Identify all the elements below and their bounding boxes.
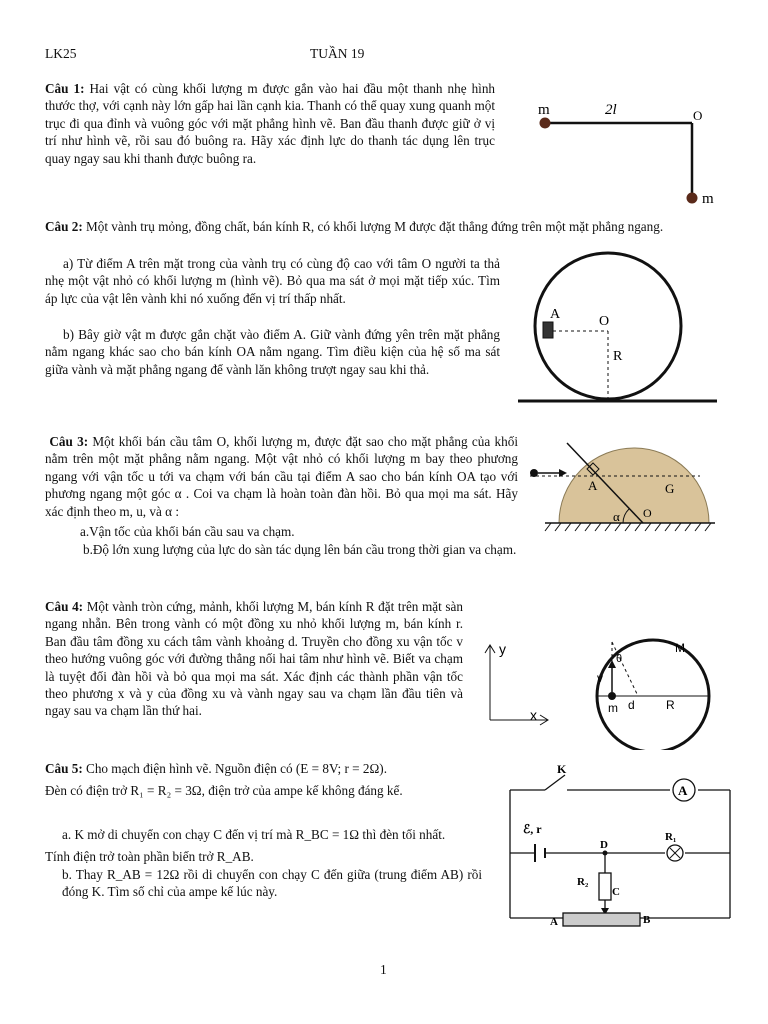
resistance-formula: R₁ = R₂ = 3Ω, bbox=[130, 783, 205, 798]
slant-dashed bbox=[612, 642, 638, 696]
radius-R-label: R bbox=[666, 698, 675, 712]
resistor-R2 bbox=[599, 873, 611, 900]
end-B-label: B bbox=[643, 914, 651, 926]
question-1-text: Hai vật có cùng khối lượng m được gắn vào hai đầu một thanh nhẹ hình thước thợ, với cạnh này lớn gấp hai lần cạnh kia. Thanh có thể quay xung quanh một trục đi qua đỉnh và vuông góc với mặt phẳng hình vẽ. Ban đầu thanh được giữ ở vị trí như hình vẽ, rồi sau đó buông ra. Hãy xác định lực do thanh tác dụng lên trục quay ngay sau khi thanh được buông ra. bbox=[45, 81, 496, 166]
part-a-condition: thì đèn tối nhất. bbox=[359, 827, 446, 842]
center-O-label: O bbox=[599, 314, 610, 329]
velocity-label: v bbox=[597, 671, 603, 685]
point-A-label: A bbox=[588, 478, 598, 493]
question-3-text: Một khối bán cầu tâm O, khối lượng m, được đặt sao cho mặt phẳng của khối nằm trên một mặt phẳng nằm ngang. Một vật nhỏ có khối lượng m bay theo phương ngang với vận tốc u tới va chạm với bán cầu tại điểm A sao cho bán kính OA tạo với phương ngang một góc α . Coi va chạm là hoàn toàn đàn hồi. Bỏ qua mọi ma sát. Hãy xác định theo m, u, và α : bbox=[45, 434, 519, 519]
switch-K bbox=[545, 775, 565, 790]
rheostat-AB bbox=[563, 913, 640, 926]
mass-bottom-label: m bbox=[702, 191, 714, 207]
part-a-intro: a. K mở di chuyển con chạy C đến vị trí mà bbox=[62, 827, 296, 842]
figure-carpenter-square bbox=[525, 95, 725, 210]
coin-mass-label: m bbox=[608, 701, 618, 715]
figure-hemisphere bbox=[525, 435, 725, 540]
center-O-label: O bbox=[643, 506, 652, 520]
question-1 bbox=[45, 80, 495, 167]
lamp-intro: Đèn có điện trở bbox=[45, 783, 131, 798]
node-D-label: D bbox=[600, 839, 608, 851]
question-4-label: Câu 4: bbox=[45, 599, 84, 614]
R2-label: R₂ bbox=[577, 876, 589, 888]
question-3-part-b: b.Độ lớn xung lượng của lực do sàn tác dụng lên bán cầu trong thời gian va chạm. bbox=[83, 542, 517, 557]
question-5-part-a-task: Tính điện trở toàn phần biến trở R_AB. bbox=[45, 849, 254, 864]
lamp-label: R₁ bbox=[665, 831, 677, 843]
rab-formula: R_AB = 12Ω bbox=[106, 867, 180, 882]
mass-left-label: m bbox=[538, 102, 550, 118]
question-3-part-a: a.Vận tốc của khối bán cầu sau va chạm. bbox=[80, 524, 295, 539]
ground-hatch bbox=[545, 523, 711, 531]
mass-bottom bbox=[687, 193, 698, 204]
center-G-label: G bbox=[665, 481, 675, 496]
question-5-line2 bbox=[45, 782, 495, 799]
question-5-part-a bbox=[62, 826, 502, 843]
part-b-task: rồi di chuyển con chạy C đến giữa (trung điểm AB) rồi đóng K. Tìm số chỉ của ampe kế lúc này. bbox=[62, 867, 483, 900]
doc-code: LK25 bbox=[45, 46, 77, 61]
switch-label: K bbox=[557, 762, 567, 776]
length-label: 2l bbox=[605, 102, 617, 118]
mass-left bbox=[540, 118, 551, 129]
pivot-label: O bbox=[693, 108, 703, 123]
question-5-line1 bbox=[45, 760, 495, 777]
alpha-label: α bbox=[613, 509, 620, 524]
question-5-part-b bbox=[62, 866, 482, 901]
x-axis-label: x bbox=[530, 707, 537, 723]
question-5-label: Câu 5: bbox=[45, 761, 83, 776]
question-2 bbox=[45, 218, 725, 235]
part-b-intro: b. Thay bbox=[62, 867, 107, 882]
question-2-part-a: a) Từ điểm A trên mặt trong của vành trụ có cùng độ cao với tâm O người ta thả nhẹ một vật nhỏ có khối lượng m (hình vẽ). Bỏ qua ma sát ở mọi mặt tiếp xúc. Tìm áp lực của vật lên vành khi nó xuống đến vị trí thấp nhất. bbox=[45, 256, 500, 306]
question-4 bbox=[45, 598, 463, 720]
ammeter-note: điện trở của ampe kế không đáng kể. bbox=[204, 783, 403, 798]
source-label: ℰ, r bbox=[523, 822, 542, 836]
question-5-intro: Cho mạch điện hình vẽ. Nguồn điện có bbox=[86, 761, 296, 776]
source-formula: (E = 8V; r = 2Ω). bbox=[295, 761, 387, 776]
question-2-label: Câu 2: bbox=[45, 219, 83, 234]
rbc-formula: R_BC = 1Ω bbox=[295, 827, 360, 842]
small-ball bbox=[530, 469, 538, 477]
figure-circuit bbox=[495, 755, 745, 950]
slider-C-label: C bbox=[612, 886, 620, 898]
ammeter-label: A bbox=[678, 783, 688, 798]
end-A-label: A bbox=[550, 916, 558, 928]
figure-ring-coin bbox=[478, 630, 753, 750]
block-at-A bbox=[543, 322, 553, 338]
ring-mass-label: M bbox=[675, 641, 685, 655]
question-2-part-b: b) Bây giờ vật m được gắn chặt vào điểm A. Giữ vành đứng yên trên mặt phẳng nằm ngang khác sao cho bán kính OA nằm ngang. Tìm điều kiện của hệ số ma sát giữa vành và mặt phẳng ngang để vành lăn không trượt ngay sau khi thả. bbox=[45, 327, 500, 377]
node-D bbox=[603, 851, 608, 856]
radius-R-label: R bbox=[613, 349, 623, 364]
y-axis-label: y bbox=[499, 641, 506, 657]
question-3-label: Câu 3: bbox=[49, 434, 89, 449]
question-2-text: Một vành trụ mỏng, đồng chất, bán kính R, có khối lượng M được đặt thẳng đứng trên một mặt phẳng ngang. bbox=[86, 219, 664, 234]
week-title: TUẦN 19 bbox=[310, 46, 365, 61]
question-3 bbox=[45, 433, 518, 520]
theta-label: θ bbox=[616, 653, 623, 665]
question-4-text: Một vành tròn cứng, mảnh, khối lượng M, bán kính R đặt trên mặt sàn ngang nhẵn. Bên trong vành có một đồng xu nhỏ khối lượng m, bán kính r. Ban đầu tâm đồng xu cách tâm vành khoảng d. Truyền cho đồng xu vận tốc v theo hướng vuông góc với đường thẳng nối hai tâm như hình vẽ. Biết va chạm là tuyệt đối đàn hồi và bỏ qua mọi ma sát. Xác định các thành phần vận tốc theo phương x và y của đồng xu và vành ngay sau va chạm lần đầu tiên và ngay sau va chạm lần thứ hai. bbox=[45, 599, 463, 719]
figure-cylinder-ring bbox=[515, 248, 720, 408]
distance-d-label: d bbox=[628, 698, 635, 712]
point-A-label: A bbox=[550, 307, 561, 322]
question-1-label: Câu 1: bbox=[45, 81, 85, 96]
page-number: 1 bbox=[380, 962, 387, 977]
